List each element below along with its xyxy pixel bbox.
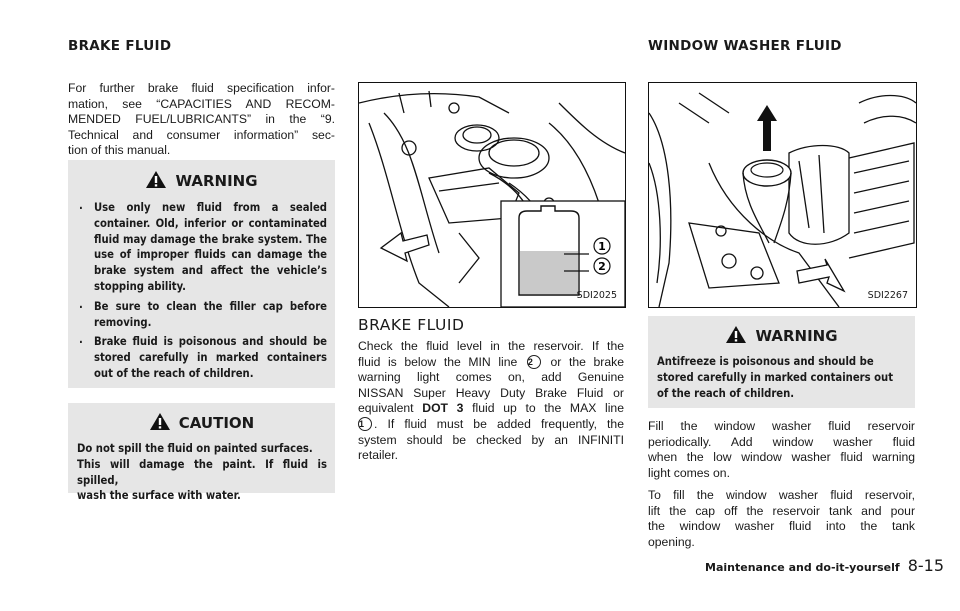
brake-line: NISSAN Super Heavy Duty Brake Fluid or xyxy=(358,385,624,400)
min-marker-icon xyxy=(594,258,610,274)
brake-fluid-title: BRAKE FLUID xyxy=(358,316,465,334)
brake-reservoir-illustration xyxy=(359,83,625,307)
washer-paragraph-1 xyxy=(648,419,915,481)
right-column-header: WINDOW WASHER FLUID xyxy=(648,38,842,54)
dot3-label: DOT 3 xyxy=(422,401,464,416)
figure-code: SDI2025 xyxy=(576,290,617,301)
brake-line-max xyxy=(358,417,624,433)
brake-fluid-paragraph xyxy=(358,339,624,464)
brake-line: system should be checked by an INFINITI xyxy=(358,432,624,447)
intro-line: MENDED FUEL/LUBRICANTS” in the “9. xyxy=(68,112,335,127)
washer-warning-line: stored carefully in marked containers out xyxy=(657,370,894,384)
brake-text: equivalent xyxy=(358,401,414,416)
washer-warning-text xyxy=(648,345,915,401)
washer-warning-line: of the reach of children. xyxy=(657,386,795,400)
caution-box xyxy=(68,403,335,503)
warning-list-item: . Use only new fluid from a sealed container. Old, inferior or contaminated fluid may damage the brake system. The use of improper fluids can damage the brake system and affect the vehicle’s stopping ability. xyxy=(70,200,327,295)
washer-line: light comes on. xyxy=(648,465,730,480)
washer-warning-box xyxy=(648,316,915,408)
page-number: 8-15 xyxy=(907,556,944,575)
page-footer xyxy=(705,556,944,576)
brake-text: . If fluid must be added frequently, the xyxy=(374,416,624,431)
brake-text: or the brake xyxy=(550,354,624,369)
washer-line: opening. xyxy=(648,534,695,549)
intro-line: tion of this manual. xyxy=(68,143,171,158)
warning-triangle-icon xyxy=(145,170,167,189)
figure-marker: 2 xyxy=(598,260,606,273)
brake-line: warning light comes on, add Genuine xyxy=(358,370,624,385)
washer-line: Fill the window washer fluid reservoir xyxy=(648,419,915,433)
washer-reservoir-figure xyxy=(648,82,917,308)
washer-line: periodically. Add window washer fluid xyxy=(648,434,915,449)
washer-reservoir-illustration xyxy=(649,83,916,307)
brake-line-min xyxy=(358,355,624,371)
intro-line: For further brake fluid specification infor- xyxy=(68,81,335,95)
washer-paragraph-2 xyxy=(648,488,915,550)
figure-marker: 1 xyxy=(598,240,606,253)
washer-line: when the low window washer fluid warning xyxy=(648,450,915,465)
left-column-header: BRAKE FLUID xyxy=(68,38,172,54)
warning-triangle-icon xyxy=(725,325,747,344)
caution-line: This will damage the paint. If fluid is spilled, xyxy=(77,457,327,487)
caution-text xyxy=(68,432,335,504)
warning-title-row xyxy=(648,325,915,345)
brake-line-dot3 xyxy=(358,401,624,417)
brake-reservoir-figure xyxy=(358,82,626,308)
washer-line: the window washer fluid into the tank xyxy=(648,519,915,534)
figure-code: SDI2267 xyxy=(867,290,908,301)
intro-line: Technical and consumer information” sec- xyxy=(68,127,335,142)
brake-line: retailer. xyxy=(358,448,398,463)
brake-text: fluid up to the MAX line xyxy=(472,401,624,416)
warning-list-item: . Be sure to clean the filler cap before removing. xyxy=(70,299,327,331)
brake-line: Check the fluid level in the reservoir. If the xyxy=(358,339,624,353)
washer-line: To fill the window washer fluid reservoir, xyxy=(648,488,915,502)
caution-title: CAUTION xyxy=(178,414,255,432)
washer-line: lift the cap off the reservoir tank and pour xyxy=(648,503,915,518)
brake-warning-box xyxy=(68,160,335,388)
max-marker-icon: 1 xyxy=(358,417,372,431)
brake-text: fluid is below the MIN line xyxy=(358,354,518,369)
warning-triangle-icon xyxy=(149,412,171,431)
warning-title: WARNING xyxy=(755,327,838,345)
warning-title-row xyxy=(68,170,335,190)
intro-paragraph xyxy=(68,81,335,159)
warning-title: WARNING xyxy=(175,172,258,190)
intro-line: mation, see “CAPACITIES AND RECOM- xyxy=(68,96,335,111)
warning-list xyxy=(70,200,327,382)
max-marker-icon xyxy=(594,238,610,254)
washer-warning-line: Antifreeze is poisonous and should be xyxy=(657,355,874,368)
warning-list-item: . Brake fluid is poisonous and should be stored carefully in marked containers out of the reach of children. xyxy=(70,334,327,381)
caution-line: Do not spill the fluid on painted surfaces. xyxy=(77,442,313,455)
caution-title-row xyxy=(68,412,335,432)
caution-line: wash the surface with water. xyxy=(77,489,241,503)
min-marker-icon: 2 xyxy=(527,355,541,369)
footer-section: Maintenance and do-it-yourself xyxy=(705,561,900,574)
